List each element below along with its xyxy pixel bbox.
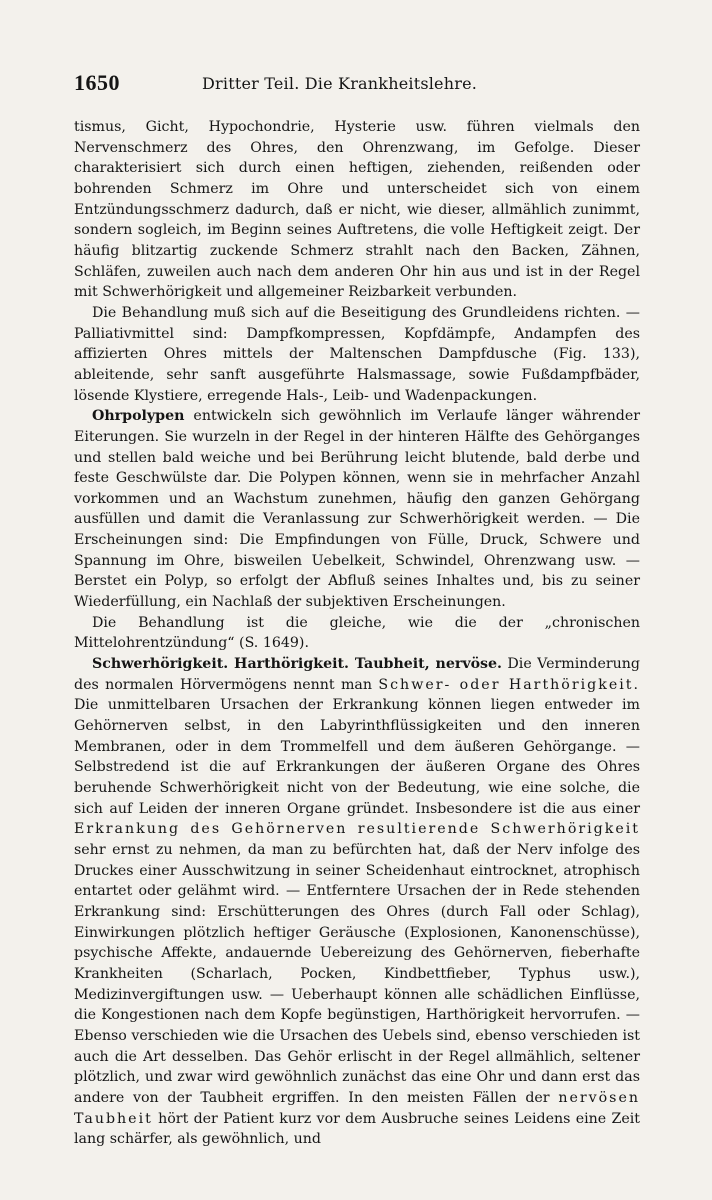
paragraph-ohrenzwang: tismus, Gicht, Hypochondrie, Hysterie usw. führen vielmals den Nervenschmerz des Ohres, den Ohrenzwang, im Gefolge. Dieser charakterisiert sich durch einen heftigen, ziehenden, reißenden oder bohrenden Schmerz im Ohre und unterscheidet sich von einem Entzündungsschmerz dadurch, daß er nicht, wie dieser, allmählich zunimmt, sondern sogleich, im Beginn seines Auftretens, die volle Heftigkeit zeigt. Der häufig blitzartig zuckende Schmerz strahlt nach den Backen, Zähnen, Schläfen, zuweilen auch nach dem anderen Ohr hin aus und ist in der Regel mit Schwerhörigkeit und allgemeiner Reizbarkeit verbunden.	[74, 119, 640, 301]
page-body	[74, 117, 640, 1150]
paragraph-text: Die unmittelbaren Ursachen der Erkrankung können liegen entweder im Gehörnerven selbst, in den Labyrinthflüssigkeiten und den inneren Membranen, oder in dem Trommelfell und dem äußeren Gehörgange. — Selbstredend ist die auf Erkrankungen der äußeren Organe des Ohres beruhende Schwerhörigkeit nicht von der Bedeutung, wie eine solche, die sich auf Leiden der inneren Organe gründet. Insbesondere ist die aus einer	[74, 697, 640, 817]
section-heading-ohrpolypen: Ohrpolypen	[92, 408, 185, 425]
term-nervoese-taubheit: nervösen Taubheit	[74, 1089, 640, 1127]
term-gehoernerv: Erkrankung des Gehörnerven resultierende Schwerhörigkeit	[74, 821, 640, 838]
paragraph-text: hört der Patient kurz vor dem Ausbruche seines Leidens eine Zeit lang schärfer, als gewöhnlich, und	[74, 1110, 640, 1148]
paragraph-text: sehr ernst zu nehmen, da man zu befürchten hat, daß der Nerv infolge des Druckes einer Ausschwitzung in seiner Scheidenhaut eintrocknet, atrophisch entartet oder gelähmt wird. — Entferntere Ursachen der in Rede stehenden Erkrankung sind: Erschütterungen des Ohres (durch Fall oder Schlag), Einwirkungen plötzlich heftiger Geräusche (Explosionen, Kanonenschüsse), psychische Affekte, andauernde Uebereizung des Gehörnerven, fieberhafte Krankheiten (Scharlach, Pocken, Kindbettfieber, Typhus usw.), Medizinvergiftungen usw. — Ueberhaupt können alle schädlichen Einflüsse, die Kongestionen nach dem Kopfe begünstigen, Harthörigkeit hervorrufen. — Ebenso verschieden wie die Ursachen des Uebels sind, ebenso verschieden ist auch die Art desselben. Das Gehör erlischt in der Regel allmählich, seltener plötzlich, und zwar wird gewöhnlich zunächst das eine Ohr und dann erst das andere von der Taubheit ergriffen. In den meisten Fällen der	[74, 841, 640, 1106]
paragraph-text: Die Verminderung des normalen Hörvermögens nennt man	[74, 656, 640, 693]
page-header	[74, 70, 640, 100]
paragraph-behandlung-polypen: Die Behandlung ist die gleiche, wie die der „chronischen Mittelohrentzündung“ (S. 1649).	[74, 614, 640, 652]
paragraph-ohrpolypen	[74, 406, 640, 613]
paragraph-schwerhoerigkeit	[74, 654, 640, 1150]
running-head: Dritter Teil. Die Krankheitslehre.	[202, 74, 478, 93]
term-schwerhoerigkeit: Schwer- oder Harthörigkeit.	[378, 676, 640, 693]
page-number: 1650	[74, 70, 120, 95]
paragraph-behandlung-ohrenzwang: Die Behandlung muß sich auf die Beseitigung des Grundleidens richten. — Palliativmittel sind: Dampfkompressen, Kopfdämpfe, Andampfen des affizierten Ohres mittels der Maltenschen Dampfdusche (Fig. 133), ableitende, sehr sanft ausgeführte Halsmassage, sowie Fußdampfbäder, lösende Klystiere, erregende Hals-, Leib- und Wadenpackungen.	[74, 304, 640, 404]
section-heading-schwerhoerigkeit: Schwerhörigkeit. Harthörigkeit. Taubheit, nervöse.	[92, 656, 502, 673]
paragraph-ohrpolypen-text: entwickeln sich gewöhnlich im Verlaufe länger währender Eiterungen. Sie wurzeln in der Regel in der hinteren Hälfte des Gehörganges und stellen bald weiche und bei Berührung leicht blutende, bald derbe und feste Geschwülste dar. Die Polypen können, wenn sie in mehrfacher Anzahl vorkommen und an Wachstum zunehmen, häufig den ganzen Gehörgang ausfüllen und damit die Veranlassung zur Schwerhörigkeit werden. — Die Erscheinungen sind: Die Empfindungen von Fülle, Druck, Schwere und Spannung im Ohre, bisweilen Uebelkeit, Schwindel, Ohrenzwang usw. — Berstet ein Polyp, so erfolgt der Abfluß seines Inhaltes und, bis zu seiner Wiederfüllung, ein Nachlaß der subjektiven Erscheinungen.	[74, 408, 640, 611]
